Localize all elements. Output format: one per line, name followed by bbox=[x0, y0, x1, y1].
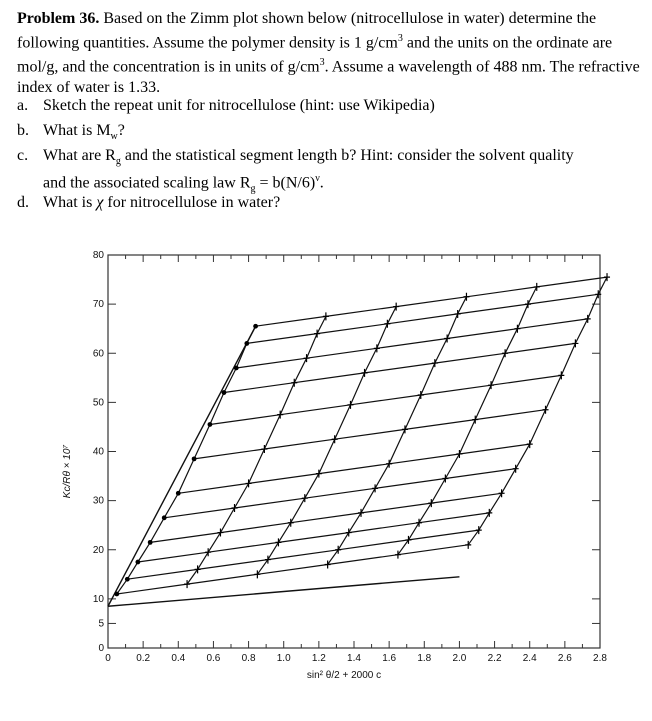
question-label: d. bbox=[17, 194, 29, 211]
constant-angle-line bbox=[127, 530, 479, 579]
subscript: g bbox=[250, 183, 256, 195]
constant-angle-line bbox=[178, 444, 529, 493]
y-tick-label: 60 bbox=[92, 348, 104, 360]
data-point bbox=[362, 369, 368, 377]
data-point bbox=[114, 592, 119, 597]
data-point bbox=[463, 293, 469, 301]
data-point bbox=[514, 325, 520, 333]
constant-angle-line bbox=[117, 545, 468, 594]
constant-angle-line bbox=[224, 343, 575, 392]
data-point bbox=[543, 406, 549, 414]
x-tick-label: 2.0 bbox=[452, 653, 467, 664]
zero-angle-line bbox=[108, 577, 459, 606]
x-tick-label: 2.4 bbox=[522, 653, 537, 664]
data-point bbox=[323, 312, 329, 320]
data-point bbox=[393, 303, 399, 311]
y-tick-label: 20 bbox=[92, 544, 104, 556]
data-point bbox=[244, 341, 249, 346]
y-tick-label: 5 bbox=[98, 618, 104, 630]
data-point bbox=[261, 445, 267, 453]
problem-heading: Problem 36. bbox=[17, 10, 100, 27]
question-text: . bbox=[319, 174, 324, 192]
data-point bbox=[432, 359, 438, 367]
x-tick-label: 0.6 bbox=[206, 653, 221, 664]
x-tick-label: 1.2 bbox=[311, 653, 326, 664]
x-tick-label: 2.6 bbox=[557, 653, 572, 664]
data-point bbox=[135, 560, 140, 565]
data-point bbox=[558, 371, 564, 379]
question-text: What is bbox=[43, 194, 97, 211]
question-text: = b(N/6) bbox=[255, 174, 316, 192]
constant-angle-line bbox=[164, 469, 516, 518]
y-axis-label: Kc/Rθ × 10⁷ bbox=[62, 444, 73, 499]
data-point bbox=[472, 416, 478, 424]
data-point bbox=[488, 381, 494, 389]
data-point bbox=[402, 425, 408, 433]
x-tick-label: 0 bbox=[105, 653, 111, 664]
x-axis-label: sin² θ/2 + 2000 c bbox=[306, 670, 382, 681]
constant-angle-line bbox=[256, 277, 607, 326]
plot-lines bbox=[108, 277, 607, 606]
x-tick-label: 1.6 bbox=[382, 653, 397, 664]
data-point bbox=[234, 366, 239, 371]
question-text: What are R bbox=[43, 147, 116, 164]
y-tick-label: 70 bbox=[92, 299, 104, 311]
data-point bbox=[304, 354, 310, 362]
x-tick-label: 0.8 bbox=[241, 653, 256, 664]
question-text: ? bbox=[117, 122, 125, 139]
constant-angle-line bbox=[236, 319, 587, 368]
data-point bbox=[125, 577, 130, 582]
problem-text-1: Based on the Zimm plot shown below (nitrocellulose in water) determine the following quantities. Assume the polymer density is 1 g/cm bbox=[17, 10, 597, 52]
superscript: 3 bbox=[397, 33, 403, 44]
superscript: ν bbox=[315, 173, 320, 184]
data-point bbox=[222, 390, 227, 395]
constant-angle-line bbox=[194, 410, 545, 459]
question-label: b. bbox=[17, 122, 29, 139]
data-point bbox=[253, 324, 258, 329]
plot-frame bbox=[108, 255, 600, 648]
question-text: and the statistical segment length b? Hint: consider the solvent quality bbox=[120, 147, 574, 164]
data-point bbox=[572, 339, 578, 347]
data-point bbox=[208, 422, 213, 427]
data-point bbox=[176, 491, 181, 496]
x-tick-label: 0.2 bbox=[136, 653, 151, 664]
question-text: and the associated scaling law R bbox=[43, 174, 251, 192]
data-point bbox=[332, 435, 338, 443]
question-label: a. bbox=[17, 97, 29, 114]
y-tick-label: 0 bbox=[98, 643, 104, 654]
x-tick-label: 1.8 bbox=[417, 653, 432, 664]
x-tick-label: 1.0 bbox=[276, 653, 291, 664]
chi-symbol: χ bbox=[96, 194, 104, 211]
plot-border bbox=[108, 255, 600, 648]
constant-angle-line bbox=[247, 294, 598, 343]
x-tick-label: 2.2 bbox=[487, 653, 502, 664]
data-point bbox=[277, 411, 283, 419]
data-point bbox=[148, 540, 153, 545]
data-point bbox=[502, 349, 508, 357]
data-point bbox=[418, 391, 424, 399]
plot-markers bbox=[114, 273, 610, 596]
constant-angle-line bbox=[150, 493, 501, 542]
data-point bbox=[162, 515, 167, 520]
y-tick-label: 50 bbox=[92, 397, 104, 409]
x-tick-label: 0.4 bbox=[171, 653, 186, 664]
x-tick-label: 1.4 bbox=[347, 653, 361, 664]
data-point bbox=[585, 315, 591, 323]
constant-angle-line bbox=[210, 375, 561, 424]
y-tick-label: 10 bbox=[92, 593, 104, 605]
x-tick-label: 2.8 bbox=[593, 653, 607, 664]
question-text: Sketch the repeat unit for nitrocellulose (hint: use Wikipedia) bbox=[43, 97, 435, 114]
problem-text-2: and the units on the ordinate are mol/g, and the concentration is in units of g/cm bbox=[17, 34, 613, 76]
y-tick-label: 80 bbox=[92, 250, 104, 261]
constant-angle-line bbox=[138, 513, 489, 562]
superscript: 3 bbox=[319, 57, 325, 69]
subscript: w bbox=[110, 131, 118, 143]
data-point bbox=[192, 456, 197, 461]
data-point bbox=[347, 401, 353, 409]
y-tick-label: 40 bbox=[92, 446, 104, 458]
question-text: What is M bbox=[43, 122, 111, 139]
question-text: for nitrocellulose in water? bbox=[103, 194, 281, 211]
subscript: g bbox=[115, 156, 121, 168]
problem-text-3: . Assume a wavelength of 488 nm. The refractive index of water is 1.33. bbox=[17, 58, 640, 96]
y-tick-label: 30 bbox=[92, 495, 104, 507]
question-label: c. bbox=[17, 147, 29, 164]
